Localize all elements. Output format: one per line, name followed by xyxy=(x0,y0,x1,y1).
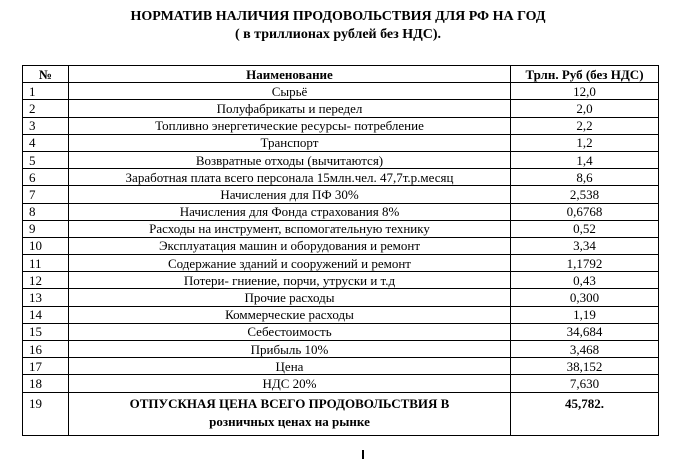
table-row xyxy=(23,341,659,358)
table-row xyxy=(23,203,659,220)
table-row xyxy=(23,272,659,289)
row-value: 2,2 xyxy=(511,117,659,134)
table-row xyxy=(23,100,659,117)
row-num: 15 xyxy=(23,323,69,340)
row-num: 1 xyxy=(23,83,69,100)
row-name: Начисления для ПФ 30% xyxy=(69,186,511,203)
table-body xyxy=(23,83,659,435)
row-value: 1,2 xyxy=(511,134,659,151)
row-value: 0,52 xyxy=(511,220,659,237)
row-num: 7 xyxy=(23,186,69,203)
header-value: Трлн. Руб (без НДС) xyxy=(511,66,659,83)
row-num: 9 xyxy=(23,220,69,237)
text-cursor-mark xyxy=(362,450,364,459)
table-row xyxy=(23,237,659,254)
table-row xyxy=(23,134,659,151)
final-row-value: 45,782. xyxy=(511,392,659,435)
row-num: 14 xyxy=(23,306,69,323)
table-row xyxy=(23,83,659,100)
row-name: Прибыль 10% xyxy=(69,341,511,358)
row-name: Содержание зданий и сооружений и ремонт xyxy=(69,255,511,272)
final-row-name xyxy=(69,392,511,435)
row-value: 2,0 xyxy=(511,100,659,117)
row-value: 3,468 xyxy=(511,341,659,358)
row-name: Потери- гниение, порчи, утруски и т.д xyxy=(69,272,511,289)
row-num: 8 xyxy=(23,203,69,220)
row-name: Начисления для Фонда страхования 8% xyxy=(69,203,511,220)
row-value: 38,152 xyxy=(511,358,659,375)
header-num: № xyxy=(23,66,69,83)
row-name: Полуфабрикаты и передел xyxy=(69,100,511,117)
row-value: 1,1792 xyxy=(511,255,659,272)
row-name: Коммерческие расходы xyxy=(69,306,511,323)
row-num: 3 xyxy=(23,117,69,134)
row-value: 3,34 xyxy=(511,237,659,254)
row-num: 18 xyxy=(23,375,69,392)
norm-table xyxy=(22,65,659,436)
table-row xyxy=(23,186,659,203)
table-row xyxy=(23,151,659,168)
row-value: 8,6 xyxy=(511,169,659,186)
row-num: 5 xyxy=(23,151,69,168)
final-row-num: 19 xyxy=(23,392,69,435)
row-num: 2 xyxy=(23,100,69,117)
row-name: Прочие расходы xyxy=(69,289,511,306)
row-value: 0,43 xyxy=(511,272,659,289)
final-row-name-line1: ОТПУСКНАЯ ЦЕНА ВСЕГО ПРОДОВОЛЬСТВИЯ В xyxy=(129,395,450,411)
table-row xyxy=(23,306,659,323)
table-row xyxy=(23,117,659,134)
row-name: Цена xyxy=(69,358,511,375)
row-value: 12,0 xyxy=(511,83,659,100)
table-row xyxy=(23,220,659,237)
row-value: 7,630 xyxy=(511,375,659,392)
table-row xyxy=(23,289,659,306)
row-name: НДС 20% xyxy=(69,375,511,392)
table-row xyxy=(23,255,659,272)
document-title: НОРМАТИВ НАЛИЧИЯ ПРОДОВОЛЬСТВИЯ ДЛЯ РФ НА ГОД xyxy=(130,9,546,24)
final-row xyxy=(23,392,659,435)
row-num: 4 xyxy=(23,134,69,151)
header-name: Наименование xyxy=(69,66,511,83)
table-row xyxy=(23,358,659,375)
row-num: 12 xyxy=(23,272,69,289)
row-name: Возвратные отходы (вычитаются) xyxy=(69,151,511,168)
document-subtitle: ( в триллионах рублей без НДС). xyxy=(234,27,442,42)
row-num: 16 xyxy=(23,341,69,358)
row-num: 11 xyxy=(23,255,69,272)
row-name: Заработная плата всего персонала 15млн.чел. 47,7т.р.месяц xyxy=(69,169,511,186)
table-row xyxy=(23,323,659,340)
row-value: 0,300 xyxy=(511,289,659,306)
row-value: 1,4 xyxy=(511,151,659,168)
row-name: Себестоимость xyxy=(69,323,511,340)
row-value: 2,538 xyxy=(511,186,659,203)
table-header-row xyxy=(23,66,659,83)
row-value: 34,684 xyxy=(511,323,659,340)
row-name: Расходы на инструмент, вспомогательную технику xyxy=(69,220,511,237)
row-name: Топливно энергетические ресурсы- потребление xyxy=(69,117,511,134)
row-num: 17 xyxy=(23,358,69,375)
table-row xyxy=(23,169,659,186)
row-value: 1,19 xyxy=(511,306,659,323)
final-row-name-line2: розничных ценах на рынке xyxy=(209,413,370,429)
row-name: Сырьё xyxy=(69,83,511,100)
row-num: 6 xyxy=(23,169,69,186)
row-name: Транспорт xyxy=(69,134,511,151)
row-value: 0,6768 xyxy=(511,203,659,220)
row-num: 10 xyxy=(23,237,69,254)
table-row xyxy=(23,375,659,392)
row-name: Эксплуатация машин и оборудования и ремонт xyxy=(69,237,511,254)
row-num: 13 xyxy=(23,289,69,306)
